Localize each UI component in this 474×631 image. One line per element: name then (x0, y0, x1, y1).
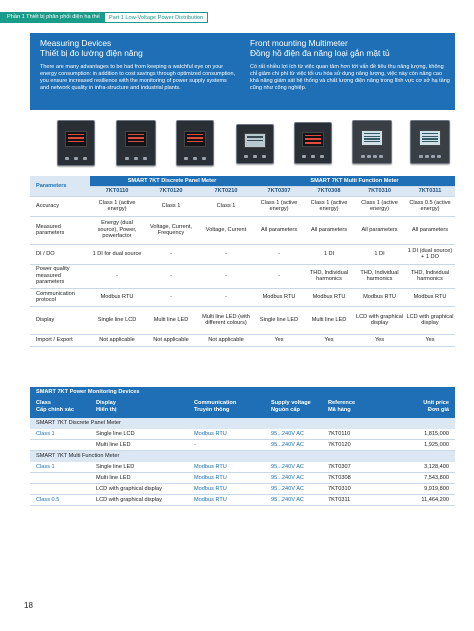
meter-image-7kt0311 (410, 120, 450, 164)
header-vi: Nguồn cấp (271, 407, 300, 413)
communication-column-header (194, 400, 236, 414)
header-vi: Truyền thông (194, 407, 230, 413)
spec-cell: Multi line LED (with different colours) (198, 306, 254, 334)
pricing-table (30, 387, 455, 506)
reference-cell: 7KT0311 (328, 497, 351, 503)
voltage-cell: 95...240V AC (271, 497, 304, 503)
voltage-cell: 95...240V AC (271, 464, 304, 470)
header-en: Unit price (423, 400, 449, 406)
communication-cell: - (194, 442, 196, 448)
price-cell: 1,815,000 (424, 431, 449, 437)
header-en: Communication (194, 400, 237, 406)
pricing-title: SMART 7KT Power Monitoring Devices (30, 387, 455, 397)
reference-cell: 7KT0120 (328, 442, 351, 448)
code-header: 7KT0310 (354, 186, 405, 196)
spec-cell: Modbus RTU (254, 288, 304, 306)
header-vi: Mã hàng (328, 407, 351, 413)
display-column-header (96, 400, 117, 414)
power-quality-row (30, 264, 455, 288)
display-row (30, 306, 455, 334)
spec-cell: Yes (304, 334, 354, 346)
spec-cell: - (254, 244, 304, 264)
multimeter-title: Front mounting Multimeter (250, 38, 348, 48)
import-export-row (30, 334, 455, 346)
spec-cell: - (198, 244, 254, 264)
measuring-devices-subtitle: Thiết bị đo lường điện năng (40, 48, 143, 58)
header-en: Supply voltage (271, 400, 311, 406)
reference-cell: 7KT0110 (328, 431, 351, 437)
spec-cell: Multi line LED (144, 306, 198, 334)
price-cell: 1,925,000 (424, 442, 449, 448)
intro-left-column (40, 38, 236, 92)
spec-cell: 1 DI for dual source (90, 244, 144, 264)
spec-cell: - (198, 288, 254, 306)
spec-cell: - (90, 264, 144, 288)
header-vi: Đơn giá (427, 407, 449, 413)
spec-cell: LCD with graphical display (405, 306, 455, 334)
breadcrumb-part-vi: Phần 1 Thiết bị phân phối điện hạ thế (3, 12, 104, 23)
row-label: DI / DO (30, 244, 90, 264)
spec-cell: Class 1 (active energy) (354, 196, 405, 216)
communication-cell: Modbus RTU (194, 497, 227, 503)
code-header: 7KT0307 (254, 186, 304, 196)
chapter-breadcrumb (0, 12, 208, 23)
price-column-header (423, 400, 449, 414)
spec-cell: Modbus RTU (405, 288, 455, 306)
communication-cell: Modbus RTU (194, 464, 227, 470)
table-row (30, 484, 455, 495)
communication-cell: Modbus RTU (194, 486, 227, 492)
spec-cell: - (144, 264, 198, 288)
meter-image-7kt0307 (236, 124, 274, 164)
spec-cell: Yes (405, 334, 455, 346)
spec-cell: 1 DI (354, 244, 405, 264)
table-row (30, 473, 455, 484)
spec-cell: All parameters (254, 216, 304, 244)
discrete-group-header: SMART 7KT Discrete Panel Meter (90, 176, 254, 186)
measured-params-row (30, 216, 455, 244)
table-row (30, 495, 455, 506)
intro-text-vi: Có rất nhiều lợi ích từ việc quan tâm hơn tới vấn đề tiêu thụ năng lượng, không chỉ giảm chi phí từ việc tối ưu hóa sử dụng năng lượng, việc này còn nâng cao khả năng giám sát hệ thống và chất lượng điện năng trong lĩnh vực cơ sở hạ tầng cũng như công nghiệp. (250, 64, 450, 91)
multi-group-header: SMART 7KT Multi Function Meter (254, 176, 455, 186)
spec-cell: Class 1 (198, 196, 254, 216)
row-label: Accuracy (30, 196, 90, 216)
spec-cell: Energy (dual source), Power, powerfactor (90, 216, 144, 244)
header-en: Reference (328, 400, 356, 406)
code-header: 7KT0311 (405, 186, 455, 196)
table-row (30, 440, 455, 451)
pricing-header-row (30, 397, 455, 418)
product-images (30, 112, 455, 172)
price-cell: 7,543,800 (424, 475, 449, 481)
reference-cell: 7KT0310 (328, 486, 351, 492)
communication-row (30, 288, 455, 306)
di-do-row (30, 244, 455, 264)
spec-cell: - (198, 264, 254, 288)
multi-section-header: SMART 7KT Multi Function Meter (30, 451, 455, 462)
display-cell: Single line LCD (96, 431, 135, 437)
header-vi: Hiển thị (96, 407, 117, 413)
spec-cell: - (254, 264, 304, 288)
price-cell: 9,919,800 (424, 486, 449, 492)
multimeter-subtitle: Đồng hồ điện đa năng loại gắn mặt tủ (250, 48, 390, 58)
display-cell: LCD with graphical display (96, 497, 162, 503)
header-en: Class (36, 400, 51, 406)
code-header: 7KT0308 (304, 186, 354, 196)
spec-cell: LCD with graphical display (354, 306, 405, 334)
class-cell: Class 1 (36, 464, 55, 470)
spec-table (30, 176, 455, 347)
spec-cell: All parameters (405, 216, 455, 244)
spec-cell: Voltage, Current (198, 216, 254, 244)
communication-cell: Modbus RTU (194, 475, 227, 481)
spec-cell: Class 1 (active energy) (304, 196, 354, 216)
row-label: Measured parameters (30, 216, 90, 244)
row-label: Power quality measured parameters (30, 264, 90, 288)
spec-cell: Modbus RTU (90, 288, 144, 306)
spec-cell: Yes (254, 334, 304, 346)
price-cell: 3,128,400 (424, 464, 449, 470)
header-vi: Cấp chính xác (36, 407, 74, 413)
intro-banner (30, 33, 455, 110)
parameters-header: Parameters (30, 176, 90, 196)
discrete-section-header: SMART 7KT Discrete Panel Meter (30, 418, 455, 429)
spec-cell: All parameters (304, 216, 354, 244)
spec-cell: - (144, 288, 198, 306)
meter-image-7kt0120 (116, 120, 156, 166)
intro-right-column (250, 38, 450, 92)
spec-cell: Multi line LED (304, 306, 354, 334)
spec-cell: 1 DI (dual source) + 1 DO (405, 244, 455, 264)
spec-cell: Not applicable (198, 334, 254, 346)
voltage-cell: 95...240V AC (271, 442, 304, 448)
spec-cell: THD, Individual harmonics (304, 264, 354, 288)
reference-cell: 7KT0308 (328, 475, 351, 481)
display-cell: Multi line LED (96, 442, 131, 448)
spec-cell: THD, Individual harmonics (354, 264, 405, 288)
spec-cell: Class 0.5 (active energy) (405, 196, 455, 216)
page-number: 18 (24, 601, 33, 610)
spec-cell: THD, Individual harmonics (405, 264, 455, 288)
class-column-header (36, 400, 74, 414)
spec-cell: Modbus RTU (304, 288, 354, 306)
spec-cell: Not applicable (90, 334, 144, 346)
spec-cell: Class 1 (active energy) (254, 196, 304, 216)
class-cell: Class 0.5 (36, 497, 60, 503)
class-cell: Class 1 (36, 431, 55, 437)
spec-cell: Not applicable (144, 334, 198, 346)
spec-cell: Modbus RTU (354, 288, 405, 306)
voltage-cell: 95...240V AC (271, 475, 304, 481)
reference-cell: 7KT0307 (328, 464, 351, 470)
meter-image-7kt0110 (57, 120, 95, 166)
meter-image-7kt0210 (176, 120, 214, 166)
display-cell: LCD with graphical display (96, 486, 162, 492)
table-row (30, 462, 455, 473)
voltage-cell: 95...240V AC (271, 431, 304, 437)
spec-cell: All parameters (354, 216, 405, 244)
spec-cell: Class 1 (144, 196, 198, 216)
display-cell: Single line LED (96, 464, 135, 470)
code-header: 7KT0120 (144, 186, 198, 196)
spec-cell: 1 DI (304, 244, 354, 264)
spec-cell: Class 1 (active energy) (90, 196, 144, 216)
voltage-column-header (271, 400, 311, 414)
spec-cell: Voltage, Current, Frequency (144, 216, 198, 244)
table-row (30, 429, 455, 440)
spec-cell: Single line LED (254, 306, 304, 334)
price-cell: 11,464,200 (421, 497, 449, 503)
display-cell: Multi line LED (96, 475, 131, 481)
row-label: Communication protocol (30, 288, 90, 306)
communication-cell: Modbus RTU (194, 431, 227, 437)
measuring-devices-title: Measuring Devices (40, 38, 112, 48)
intro-text-en: There are many advantages to be had from keeping a watchful eye on your energy consumption: in addition to cost savings through optimized consumption, you ensure increased resilience with the monitoring of power supply systems and network quality in infra-structure and industrial plants. (40, 64, 236, 91)
spec-cell: - (144, 244, 198, 264)
voltage-cell: 95...240V AC (271, 486, 304, 492)
row-label: Import / Export (30, 334, 90, 346)
spec-cell: Single line LCD (90, 306, 144, 334)
header-en: Display (96, 400, 116, 406)
code-header: 7KT0210 (198, 186, 254, 196)
meter-image-7kt0310 (352, 120, 392, 164)
reference-column-header (328, 400, 355, 414)
row-label: Display (30, 306, 90, 334)
meter-image-7kt0308 (294, 122, 332, 164)
breadcrumb-part-en: Part 1 Low-Voltage Power Distribution (104, 12, 208, 23)
accuracy-row (30, 196, 455, 216)
code-header: 7KT0110 (90, 186, 144, 196)
spec-cell: Yes (354, 334, 405, 346)
